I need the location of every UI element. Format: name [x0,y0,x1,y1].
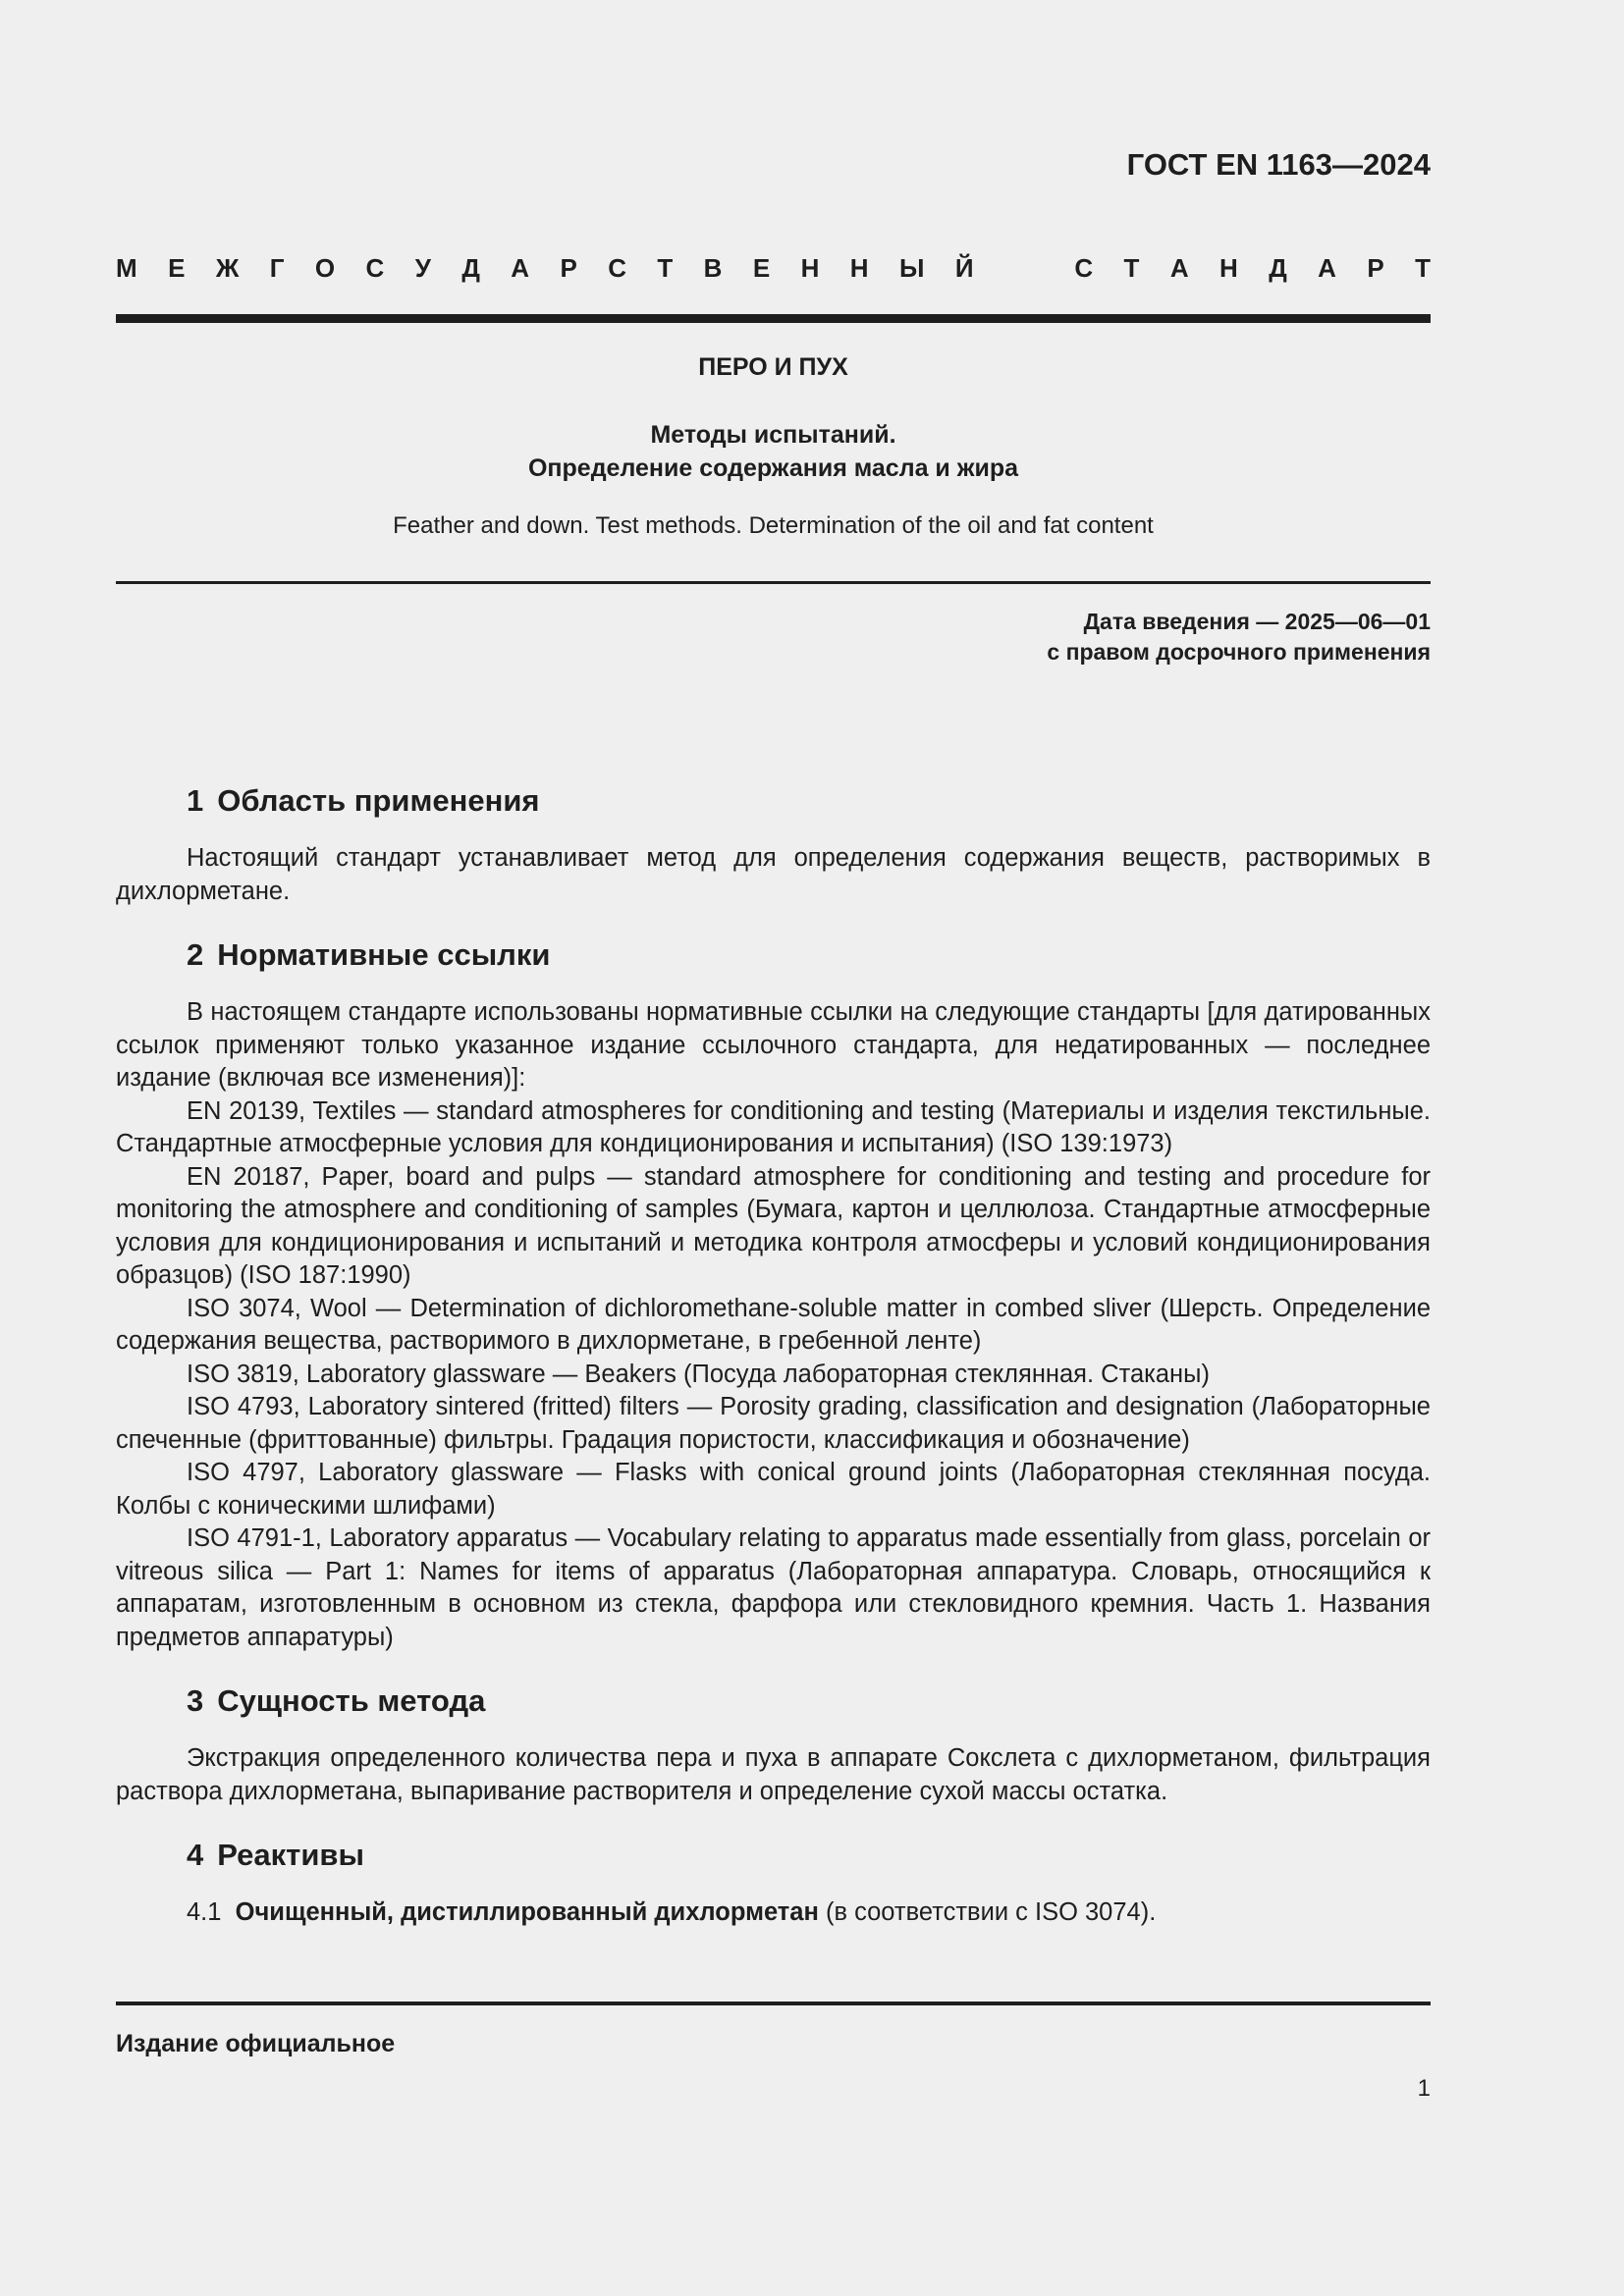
banner-letter: Н [1219,253,1238,283]
reference-item: ISO 4793, Laboratory sintered (fritted) filters — Porosity grading, classification and designation (Лабораторные спеченные (фриттованные) фильтры. Градация пористости, классификация и обозначение) [116,1393,1431,1454]
reagent-name: Очищенный, дистиллированный дихлорметан [235,1898,819,1926]
reference-item: EN 20187, Paper, board and pulps — standard atmosphere for conditioning and testing and procedure for monitoring the atmosphere and conditioning of samples (Бумага, картон и целлюлоза. Стандартные атмосферные условия для кондиционирования и испытаний и методика контроля атмосферы и условий кондиционирования образцов) (ISO 187:1990) [116,1162,1431,1289]
banner-letter: С [365,253,385,283]
section-number: 3 [187,1683,204,1718]
section-reagents [116,1836,1431,1930]
section-title: Область применения [217,783,540,818]
intro-date-line: с правом досрочного применения [1047,639,1431,665]
banner-letter: А [1169,253,1189,283]
header-thin-divider [116,581,1431,584]
section-normative-references [116,935,1431,1654]
section-heading [187,1682,1431,1721]
banner-letter: Ы [898,253,925,283]
section-heading [187,781,1431,821]
banner-letter: Д [1269,253,1287,283]
banner-letter: Н [800,253,820,283]
banner-letter: О [314,253,336,283]
standard-number: ГОСТ EN 1163—2024 [1126,147,1431,182]
section-heading [187,1836,1431,1875]
banner-letter: Д [461,253,480,283]
section-number: 2 [187,937,204,972]
banner-letter: А [1318,253,1336,283]
banner-letter: Й [954,253,974,283]
banner-letter: Т [657,253,674,283]
banner-letter: Р [560,253,577,283]
section-number: 1 [187,783,204,818]
banner-letter: Е [752,253,771,283]
banner-letter: Р [1367,253,1384,283]
document-subtitle [116,418,1431,485]
introduction-date [1047,607,1431,667]
reference-item: EN 20139, Textiles — standard atmospheres for conditioning and testing (Материалы и изделия текстильные. Стандартные атмосферные условия для кондиционирования и испытания) (ISO 139:1973) [116,1096,1431,1157]
paragraph: В настоящем стандарте использованы нормативные ссылки на следующие стандарты [для датированных ссылок применяют только указанное издание ссылочного стандарта, для недатированных — последнее издание (включая все изменения)]: [116,998,1431,1092]
footer-divider [116,2002,1431,2005]
english-title: Feather and down. Test methods. Determination of the oil and fat content [393,512,1154,539]
section-number: 4 [187,1838,204,1872]
section-title: Реактивы [217,1838,364,1872]
banner-letter: М [116,253,137,283]
reference-item: ISO 4797, Laboratory glassware — Flasks with conical ground joints (Лабораторная стеклянная посуда. Колбы с коническими шлифами) [116,1459,1431,1520]
banner-letter: Г [269,253,285,283]
reagent-note: (в соответствии с ISO 3074). [825,1898,1157,1926]
banner-letter: Н [849,253,869,283]
banner-letter: Е [168,253,186,283]
section-scope [116,781,1431,908]
banner-letter: В [703,253,723,283]
banner-letter: Т [1415,253,1431,283]
reagent-item [116,1896,1431,1930]
official-edition-label: Издание официальное [116,2030,396,2057]
reference-item: ISO 4791-1, Laboratory apparatus — Vocabulary relating to apparatus made essentially from glass, porcelain or vitreous silica — Part 1: Names for items of apparatus (Лабораторная аппаратура. Словарь, относящийся к аппаратам, изготовленным в основном из стекла, фарфора или стекловидного кремния. Часть 1. Названия предметов аппаратуры) [116,1524,1431,1651]
item-number: 4.1 [187,1898,222,1926]
banner-letter: Ж [215,253,240,283]
paragraph: Настоящий стандарт устанавливает метод для определения содержания веществ, растворимых в дихлорметане. [116,844,1431,905]
section-method-principle [116,1682,1431,1808]
banner-letter: У [414,253,431,283]
intro-date-line: Дата введения — 2025—06—01 [1083,609,1431,634]
banner-letter: С [1074,253,1094,283]
page-number: 1 [1417,2075,1431,2102]
reference-item: ISO 3819, Laboratory glassware — Beakers (Посуда лабораторная стеклянная. Стаканы) [187,1360,1210,1388]
banner-letter: А [511,253,530,283]
section-title: Сущность метода [217,1683,486,1718]
reference-item: ISO 3074, Wool — Determination of dichloromethane-soluble matter in combed sliver (Шерсть. Определение содержания вещества, растворимого в дихлорметане, в гребенной ленте) [116,1294,1431,1355]
section-heading [187,935,1431,975]
banner-letter: Т [1123,253,1140,283]
header-thick-divider [116,314,1431,323]
interstate-standard-banner [116,253,1431,284]
paragraph: Экстракция определенного количества пера и пуха в аппарате Сокслета с дихлорметаном, фильтрация раствора дихлорметана, выпаривание растворителя и определение сухой массы остатка. [116,1744,1431,1805]
subtitle-line: Определение содержания масла и жира [527,454,1019,482]
banner-letter: С [608,253,626,283]
subtitle-line: Методы испытаний. [650,421,896,449]
document-title: ПЕРО И ПУХ [698,353,848,381]
banner-gap [1004,253,1044,284]
document-body [116,781,1431,1957]
section-title: Нормативные ссылки [217,937,551,972]
